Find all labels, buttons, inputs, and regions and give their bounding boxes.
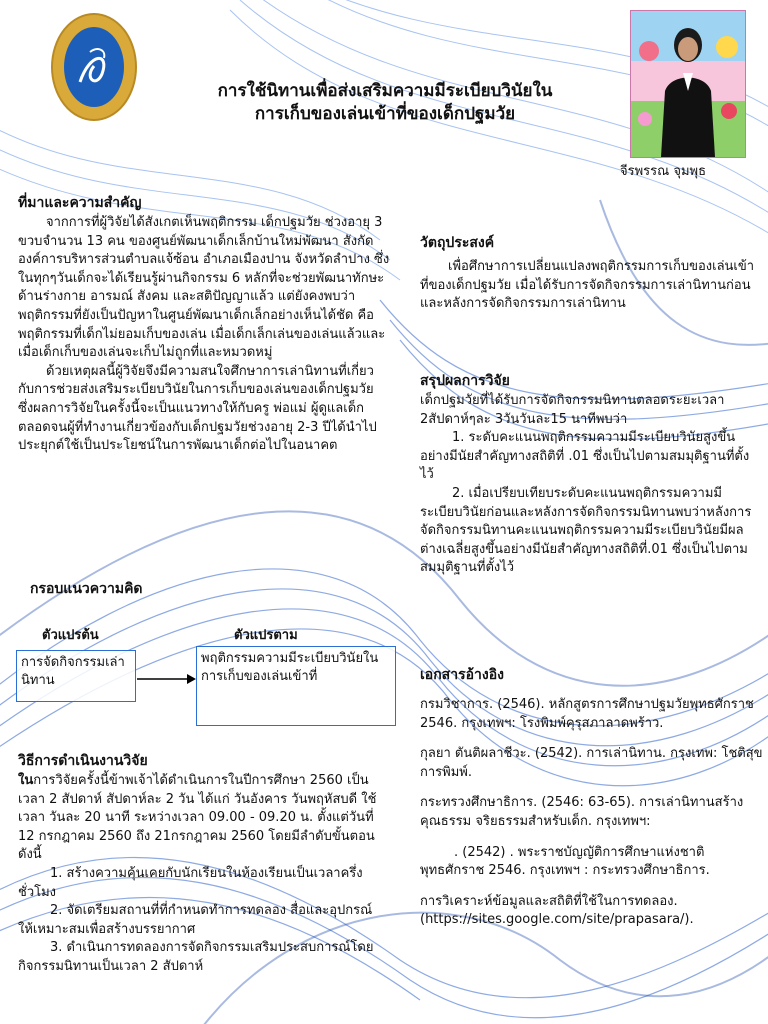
author-photo [630, 10, 746, 158]
results-item-2: 2. เมื่อเปรียบเทียบระดับคะแนนพฤติกรรมความมีระเบียบวินัยก่อนและหลังการจัดกิจกรรมนิทานพบว่าหลังการจัดกิจกรรมนิทานคะแนนพฤติกรรมความมีระเบียบวินัยมีผลต่างเฉลี่ยสูงขึ้นอย่างมีนัยสำคัญทางสถิติที่.01 ซึ่งเป็นไปตามสมมุติฐานที่ตั้งไว้ [420, 485, 752, 576]
results-intro: เด็กปฐมวัยที่ได้รับการจัดกิจกรรมนิทานตลอดระยะเวลา 2สัปดาห์ๆละ 3วันวันละ15 นาทีพบว่า [420, 393, 725, 427]
reference-item: . (2542) . พระราชบัญญัติการศึกษาแห่งชาติ พุทธศักราช 2546. กรุงเทพฯ : กระทรวงศึกษาธิการ. [420, 844, 710, 879]
section-background [18, 192, 390, 456]
section-objective [420, 232, 758, 314]
method-heading: วิธีการดำเนินงานวิจัย [18, 753, 148, 769]
framework-arrow-icon [137, 672, 197, 686]
poster-title [150, 80, 620, 126]
method-lead: ใน [18, 773, 34, 788]
method-step-1: 1. สร้างความคุ้นเคยกับนักเรียนในห้องเรียนเป็นเวลาครึ่งชั่วโมง [18, 865, 363, 900]
method-intro: การวิจัยครั้งนี้ข้าพเจ้าได้ดำเนินการในปีการศึกษา 2560 เป็นเวลา 2 สัปดาห์ สัปดาห์ละ 2 วัน ได้แก่ วันอังคาร วันพฤหัสบดี ใช้เวลา วันละ 20 นาที ระหว่างเวลา 09.00 - 09.20 น. ตั้งแต่วันที่ 12 กรกฎาคม 2560 ถึง 21กรกฎาคม 2560 โดยมีลำดับขั้นตอนดังนี้ [18, 773, 377, 863]
framework-heading: กรอบแนวความคิด [30, 581, 143, 597]
objective-text: เพื่อศึกษาการเปลี่ยนแปลงพฤติกรรมการเก็บของเล่นเข้าที่ของเด็กปฐมวัย เมื่อได้รับการจัดกิจกรรมการเล่านิทานก่อนและหลังการจัดกิจกรรมการเล่านิทาน [420, 259, 755, 312]
section-results [420, 370, 758, 578]
results-item-1: 1. ระดับคะแนนพฤติกรรมความมีระเบียบวินัยสูงขึ้นอย่างมีนัยสำคัญทางสถิติที่ .01 ซึ่งเป็นไปตามสมมุติฐานที่ตั้งไว้ [420, 430, 750, 483]
reference-item: กรมวิชาการ. (2546). หลักสูตรการศึกษาปฐมวัยพุทธศักราช 2546. กรุงเทพฯ: โรงพิมพ์คุรุสภาลาดพร้าว. [420, 697, 754, 731]
author-name: จีรพรรณ จุมพุธ [620, 164, 707, 179]
section-framework [30, 578, 410, 600]
method-step-2: 2. จัดเตรียมสถานที่ที่กำหนดทำการทดลอง สื่อและอุปกรณ์ ให้เหมาะสมเพื่อสร้างบรรยากาศ [18, 903, 373, 937]
reference-item: การวิเคราะห์ข้อมูลและสถิติที่ใช้ในการทดลอง. (https://sites.google.com/site/prapasara/). [420, 893, 694, 928]
background-paragraph-1: จากการที่ผู้วิจัยได้สังเกตเห็นพฤติกรรม เด็กปฐมวัย ช่วงอายุ 3 ขวบจำนวน 13 คน ของศูนย์พัฒนาเด็กเล็กบ้านใหม่พัฒนา สังกัดองค์การบริหารส่วนตำบลแจ้ซ้อน อำเภอเมืองปาน จังหวัดลำปาง ซึ่งในทุกๆวันเด็กจะได้เรียนรู้ผ่านกิจกรรม 6 หลักที่จะช่วยพัฒนาทักษะด้านร่างกาย อารมณ์ สังคม และสติปัญญาแล้ว แต่ยังคงพบว่าพฤติกรรมที่ยังเป็นปัญหาในศูนย์พัฒนาเด็กเล็กอย่างเห็นได้ชัด คือ พฤติกรรมที่เด็กไม่ยอมเก็บของเล่น เมื่อเด็กเล็กเล่นของเล่นแล้วและเมื่อเด็กเก็บของเล่นจะเก็บไม่ถูกที่และหมวดหมู่ [18, 215, 390, 361]
independent-variable-label: ตัวแปรต้น [42, 628, 99, 643]
method-step-3: 3. ดำเนินการทดลองการจัดกิจกรรมเสริมประสบการณ์โดยกิจกรรมนิทานเป็นเวลา 2 สัปดาห์ [18, 940, 374, 974]
background-paragraph-2: ด้วยเหตุผลนี้ผู้วิจัยจึงมีความสนใจศึกษาการเล่านิทานที่เกี่ยวกับการช่วยส่งเสริมระเบียบวินัยในการเก็บของเล่นของเด็กปฐมวัย ซึ่งผลการวิจัยในครั้งนี้จะเป็นแนวทางให้กับครู พ่อแม่ ผู้ดูแลเด็ก ตลอดจนผู้ที่ทำงานเกี่ยวข้องกับเด็กปฐมวัยช่วงอายุ 2-3 ปีได้นำไปประยุกต์ใช้เป็นประโยชน์ในการพัฒนาเด็กต่อไปในอนาคต [18, 363, 377, 454]
university-logo [50, 12, 138, 122]
dependent-variable-label: ตัวแปรตาม [234, 628, 298, 643]
background-heading: ที่มาและความสำคัญ [18, 195, 142, 211]
section-references [420, 664, 765, 942]
dependent-variable-box: พฤติกรรมความมีระเบียบวินัยในการเก็บของเล่นเข้าที่ [196, 646, 396, 726]
section-method [18, 750, 390, 977]
reference-item: กุลยา ตันติผลาชีวะ. (2542). การเล่านิทาน. กรุงเทพ: โชติสุขการพิมพ์. [420, 746, 763, 780]
reference-item: กระทรวงศึกษาธิการ. (2546: 63-65). การเล่านิทานสร้างคุณธรรม จริยธรรมสำหรับเด็ก. กรุงเทพฯ: [420, 795, 744, 829]
title-line-1: การใช้นิทานเพื่อส่งเสริมความมีระเบียบวินัยใน [217, 81, 553, 101]
objective-heading: วัตถุประสงค์ [420, 235, 495, 251]
title-line-2: การเก็บของเล่นเข้าที่ของเด็กปฐมวัย [254, 104, 516, 124]
independent-variable-box: การจัดกิจกรรมเล่านิทาน [16, 650, 136, 702]
results-heading: สรุปผลการวิจัย [420, 373, 510, 389]
references-heading: เอกสารอ้างอิง [420, 667, 504, 683]
